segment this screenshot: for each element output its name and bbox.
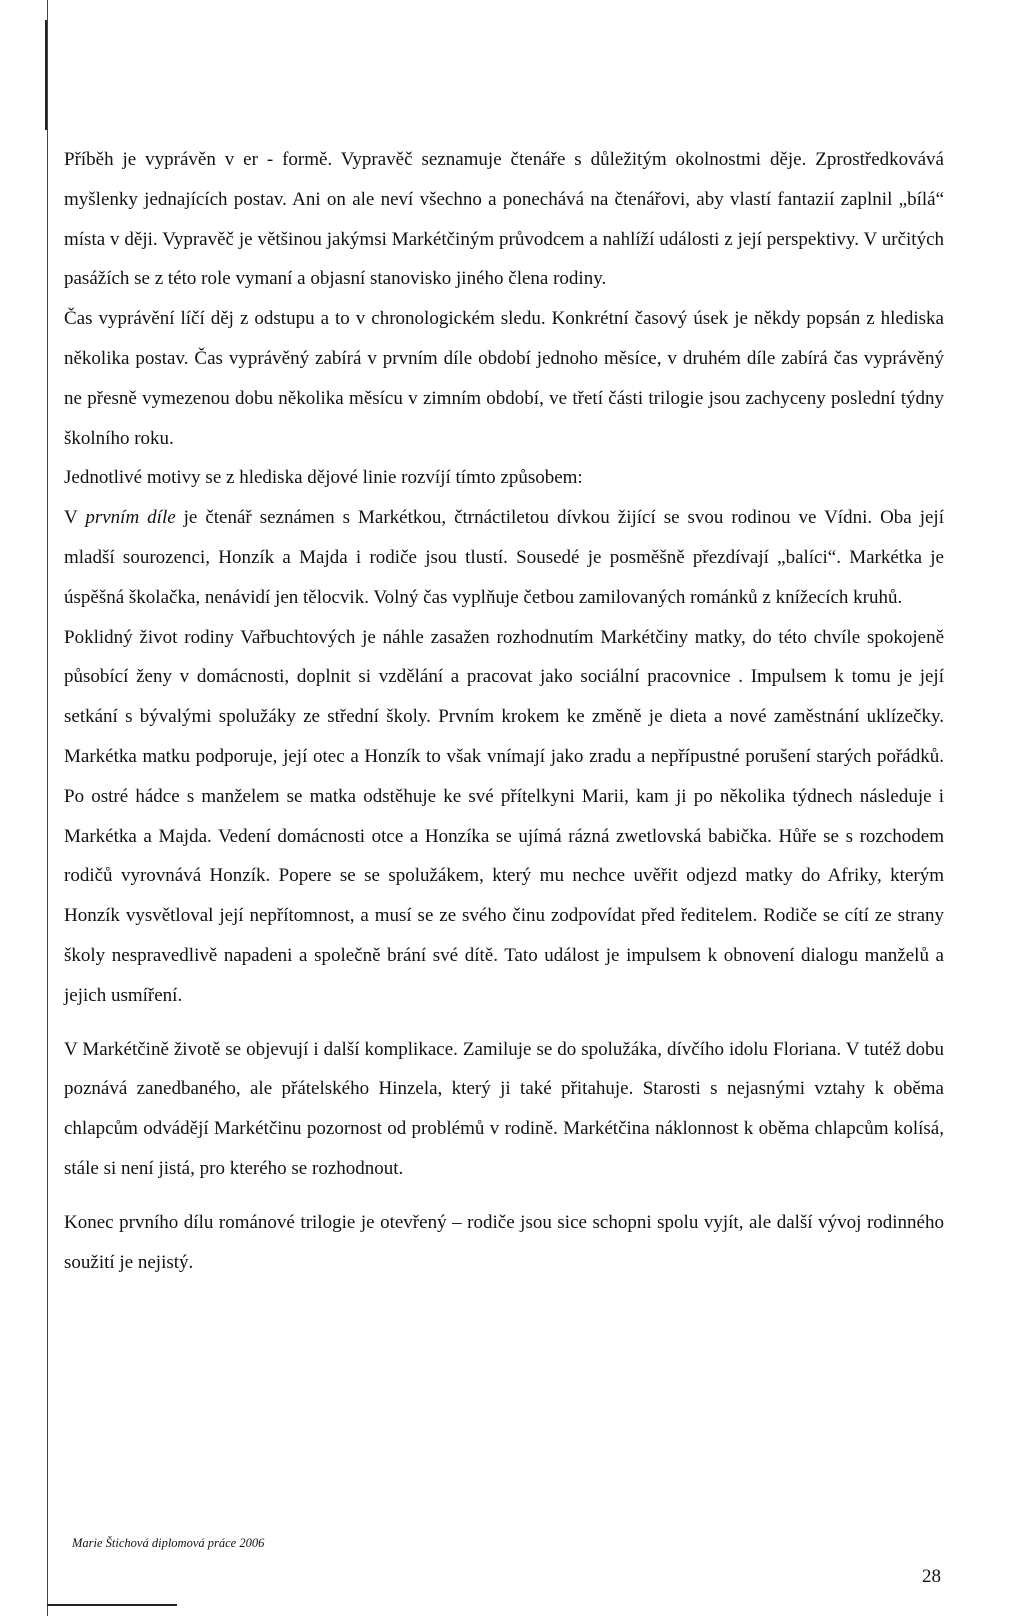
paragraph-complications: V Markétčině životě se objevují i další komplikace. Zamiluje se do spolužáka, dívčího idolu Floriana. V tutéž dobu poznává zanedbaného, ale přátelského Hinzela, který ji také přitahuje. Starosti s nejasnými vztahy k oběma chlapcům odvádějí Markétčinu pozornost od problémů v rodině. Markétčina náklonnost k oběma chlapcům kolísá, stále si není jistá, pro kterého se rozhodnout. — [64, 1038, 944, 1179]
paragraph-first-volume — [64, 498, 944, 617]
first-volume-text: je čtenář seznámen s Markétkou, čtrnáctiletou dívkou žijící se svou rodinou ve Vídni. Oba její mladší sourozenci, Honzík a Majda i rodiče jsou tlustí. Sousedé je posměšně přezdívají „balíci“. Markétka je úspěšná školačka, nenávidí jen tělocvik. Volný čas vyplňuje četbou zamilovaných románků z knížecích kruhů. — [64, 507, 944, 608]
paragraph-time: Čas vyprávění líčí děj z odstupu a to v chronologickém sledu. Konkrétní časový úsek je někdy popsán z hlediska několika postav. Čas vyprávěný zabírá v prvním díle období jednoho měsíce, v druhém díle zabírá čas vyprávěný ne přesně vymezenou dobu několika měsícu v zimním období, ve třetí části trilogie jsou zachyceny poslední týdny školního roku. — [64, 308, 944, 449]
paragraph-family-conflict: Poklidný život rodiny Vařbuchtových je náhle zasažen rozhodnutím Markétčiny matky, do této chvíle spokojeně působící ženy v domácnosti, doplnit si vzdělání a pracovat jako sociální pracovnice . Impulsem k tomu je její setkání s bývalými spolužáky ze střední školy. Prvním krokem ke změně je dieta a nové zaměstnání uklízečky. Markétka matku podporuje, její otec a Honzík to však vnímají jako zradu a nepřípustné porušení starých pořádků. Po ostré hádce s manželem se matka odstěhuje ke své přítelkyni Marii, kam ji po několika týdnech následuje i Markétka a Majda. Vedení domácnosti otce a Honzíka se ujímá rázná zwetlovská babička. Hůře se s rozchodem rodičů vyrovnává Honzík. Popere se se spolužákem, který mu nechce uvěřit odjezd matky do Afriky, kterým Honzík vysvětloval její nepřítomnost, a musí se ze svého činu zodpovídat před ředitelem. Rodiče se cítí ze strany školy nespravedlivě napadeni a společně brání své dítě. Tato událost je impulsem k obnovení dialogu manželů a jejich usmíření. — [64, 626, 944, 1006]
footer-rule — [47, 1604, 177, 1606]
paragraph-motifs-intro: Jednotlivé motivy se z hlediska dějové linie rozvíjí tímto způsobem: — [64, 467, 583, 489]
margin-rule — [47, 0, 48, 1616]
first-volume-emphasis: prvním díle — [85, 507, 176, 529]
paragraph-ending: Konec prvního dílu románové trilogie je otevřený – rodiče jsou sice schopni spolu vyjít, ale další vývoj rodinného soužití je nejistý. — [64, 1211, 944, 1273]
paragraph-narration: Příběh je vyprávěn v er - formě. Vypravěč seznamuje čtenáře s důležitým okolnostmi děje. Zprostředkovává myšlenky jednajících postav. Ani on ale neví všechno a ponechává na čtenářovi, aby vlastí fantazií zaplnil „bílá“ místa v ději. Vypravěč je většinou jakýmsi Markétčiným průvodcem a nahlíží události z její perspektivy. V určitých pasážích se z této role vymaní a objasní stanovisko jiného člena rodiny. — [64, 149, 944, 290]
margin-rule-top-mark — [45, 20, 47, 130]
footer-author-note: Marie Štichová diplomová práce 2006 — [72, 1536, 265, 1550]
page-body — [64, 140, 944, 1282]
page-number: 28 — [922, 1566, 941, 1587]
first-volume-lead: V — [64, 507, 86, 529]
